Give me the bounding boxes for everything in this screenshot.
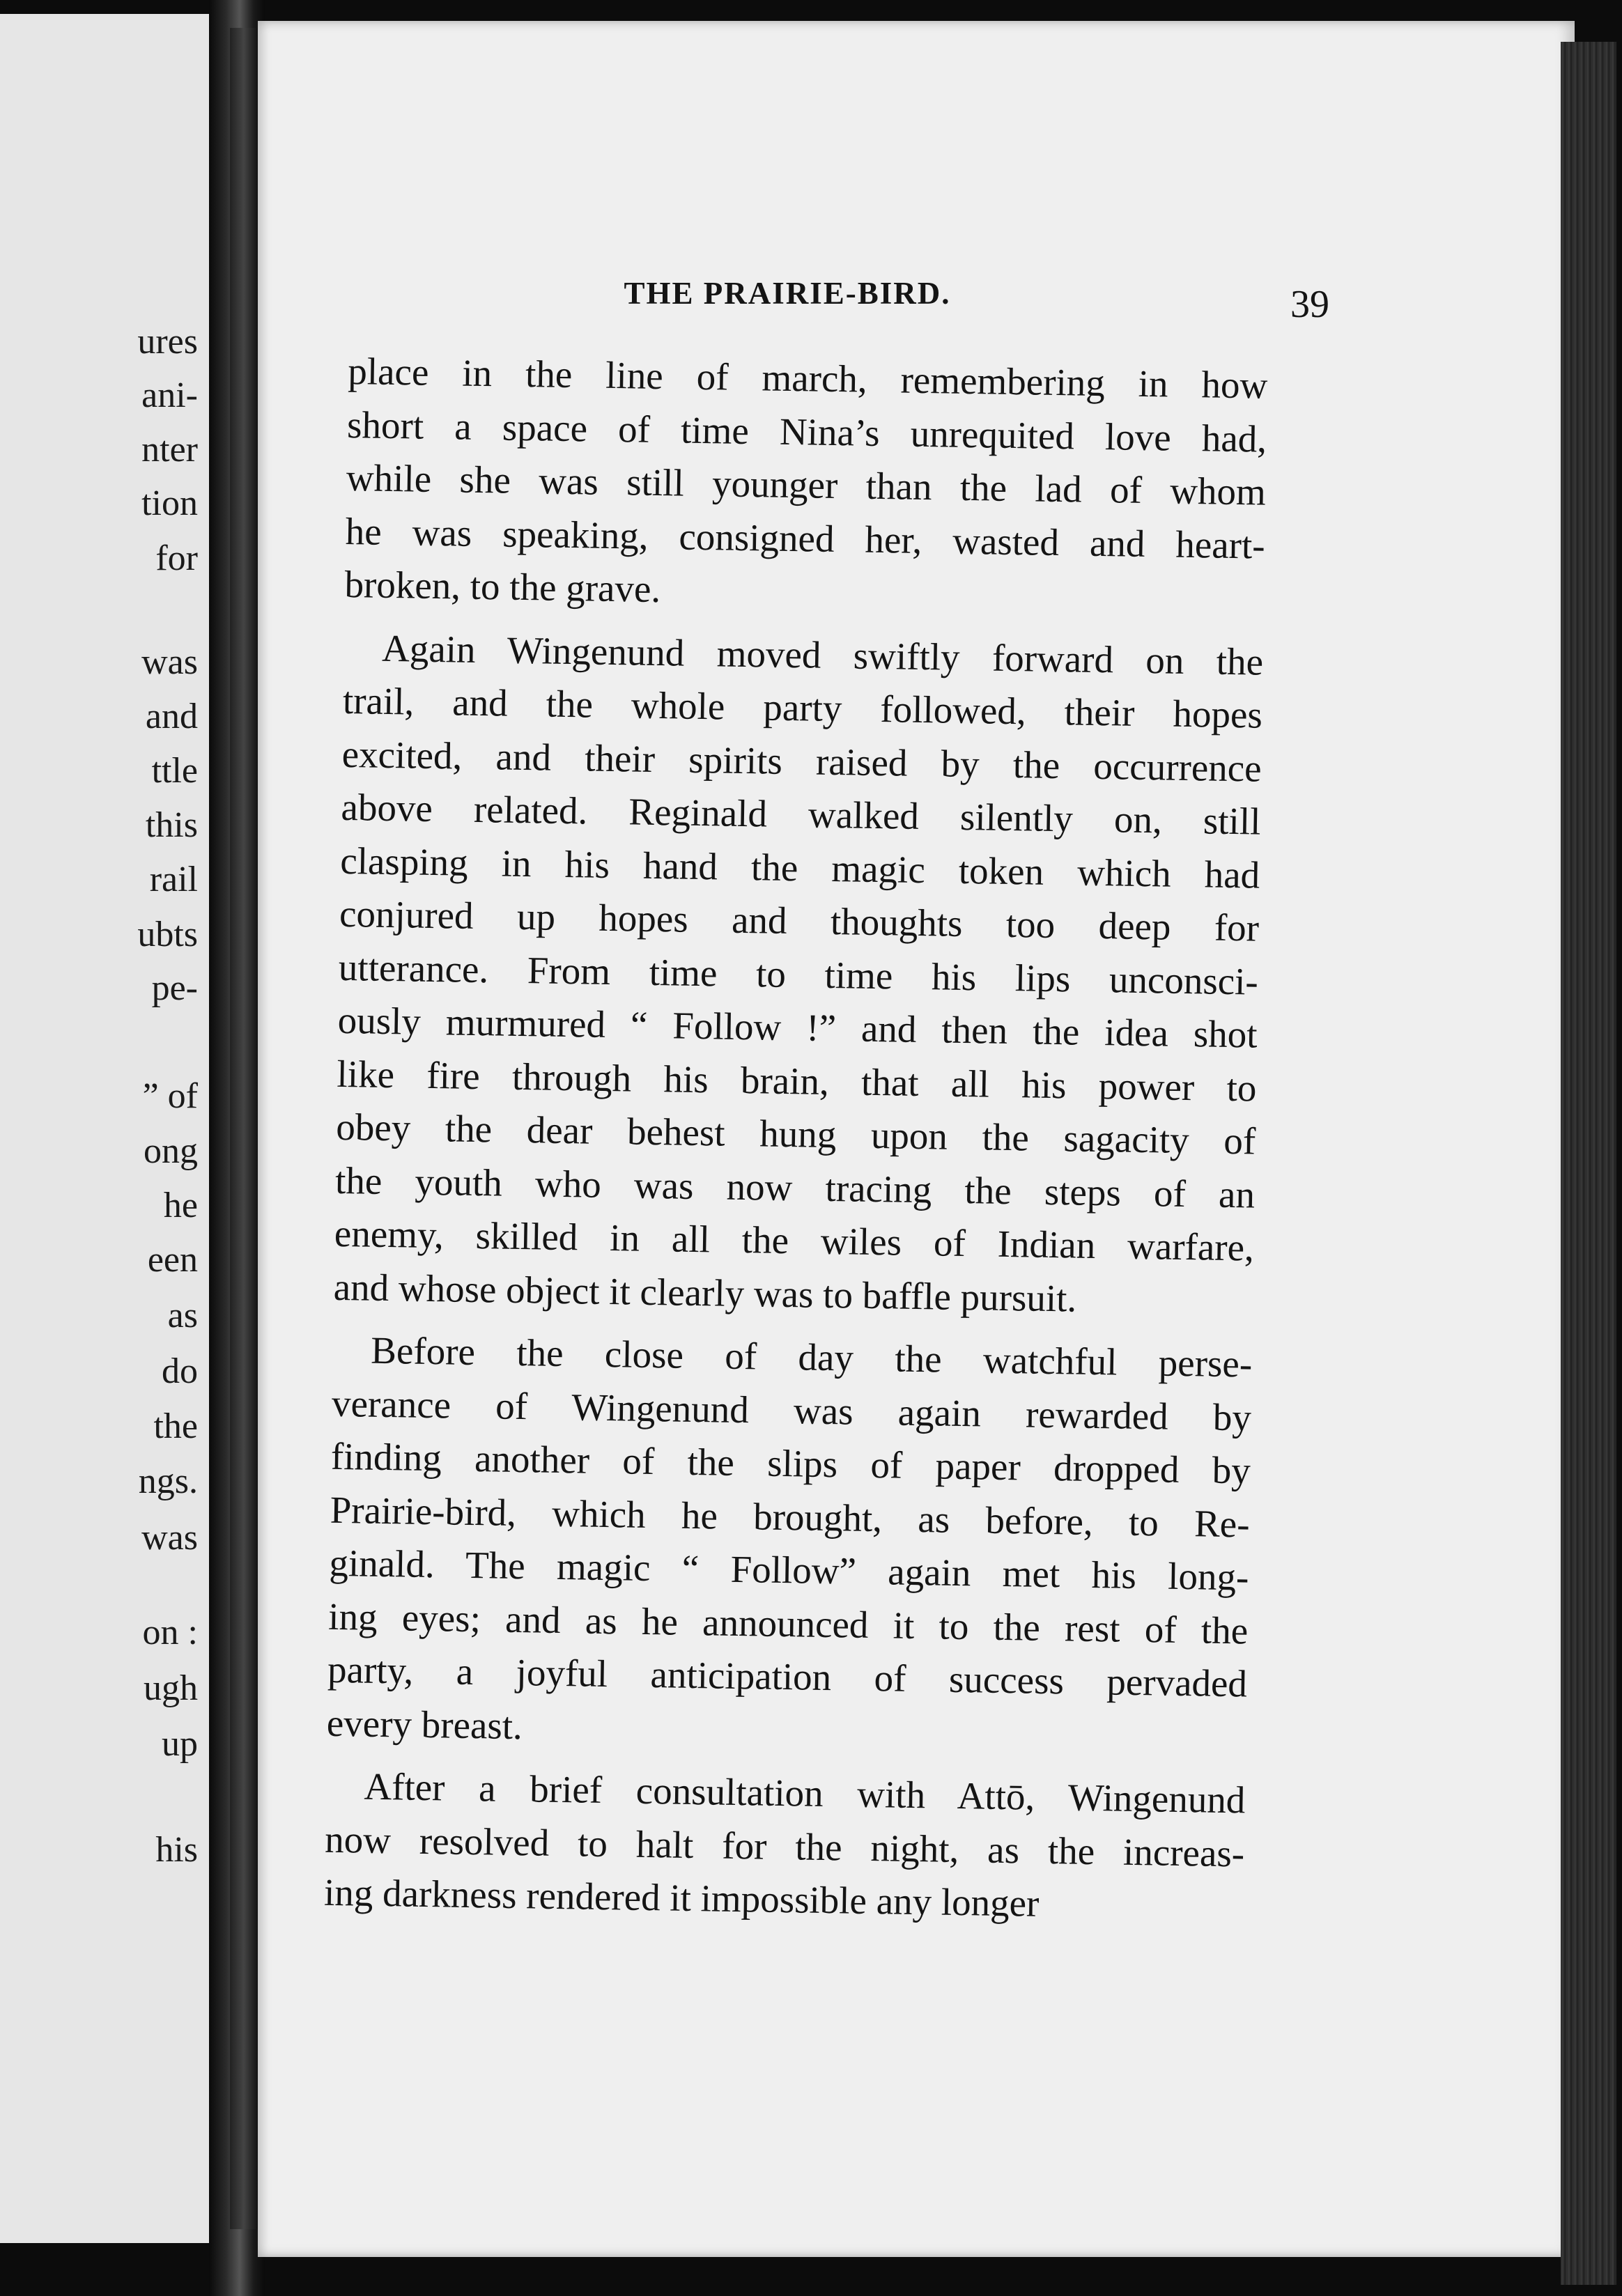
facing-page-fragment: ong xyxy=(144,1131,198,1171)
text-line: he was speaking, consigned her, wasted and heart- xyxy=(345,509,1266,567)
facing-page-fragment: ttle xyxy=(151,751,198,791)
facing-page-fragment: this xyxy=(145,805,198,845)
facing-page-fragment: up xyxy=(162,1724,198,1764)
paragraph xyxy=(323,1760,1245,1934)
text-line: conjured up hopes and thoughts too deep for xyxy=(339,892,1260,949)
paragraph xyxy=(344,345,1268,626)
paragraph xyxy=(326,1324,1252,1764)
text-line: short a space of time Nina’s unrequited love had, xyxy=(346,403,1267,460)
facing-page-fragment: nter xyxy=(141,430,198,470)
text-line: place in the line of march, remembering in how xyxy=(347,349,1268,407)
facing-page-fragment: ngs. xyxy=(138,1461,198,1501)
running-title: THE PRAIRIE-BIRD. xyxy=(624,276,951,311)
page-edges xyxy=(1561,42,1616,2285)
facing-page-fragment: his xyxy=(155,1830,198,1870)
facing-page-fragment: was xyxy=(141,642,198,682)
facing-page-fragment: ” of xyxy=(142,1076,198,1116)
text-line: and whose object it clearly was to baffle pursuit. xyxy=(333,1265,1077,1320)
facing-page-fragment: rail xyxy=(149,860,198,899)
text-line: trail, and the whole party followed, their hopes xyxy=(342,678,1263,736)
text-line: Prairie-bird, which he brought, as before, to Re- xyxy=(330,1488,1251,1546)
text-line: ing eyes; and as he announced it to the rest of the xyxy=(327,1595,1249,1652)
text-line: excited, and their spirits raised by the occurrence xyxy=(341,732,1262,790)
text-line: above related. Reginald walked silently on, still xyxy=(341,785,1261,843)
text-line: every breast. xyxy=(326,1701,523,1747)
facing-page-fragment: was xyxy=(141,1518,198,1558)
facing-page-fragment: on : xyxy=(142,1613,198,1652)
text-line: Before the close of day the watchful perse- xyxy=(370,1328,1253,1386)
paragraph xyxy=(333,621,1263,1328)
text-line: After a brief consultation with Attō, Wingenund xyxy=(364,1764,1246,1822)
facing-page-fragment: do xyxy=(162,1351,198,1391)
text-line: verance of Wingenund was again rewarded by xyxy=(331,1381,1252,1439)
text-line: now resolved to halt for the night, as the increas- xyxy=(324,1817,1245,1875)
text-line: finding another of the slips of paper dropped by xyxy=(330,1434,1251,1492)
text-line: ginald. The magic “ Follow” again met his long- xyxy=(329,1541,1249,1599)
facing-page-fragment: ugh xyxy=(144,1668,198,1708)
text-line: party, a joyful anticipation of success pervaded xyxy=(327,1647,1248,1705)
text-line: ing darkness rendered it impossible any longer xyxy=(323,1870,1040,1925)
text-line: clasping in his hand the magic token which had xyxy=(339,839,1260,897)
facing-page-fragment: and xyxy=(145,697,198,736)
facing-page-fragment: tion xyxy=(141,483,198,523)
text-line: broken, to the grave. xyxy=(344,562,661,611)
text-line: utterance. From time to time his lips unconsci- xyxy=(338,945,1259,1003)
facing-page-fragment: the xyxy=(153,1406,198,1446)
facing-page-fragment: for xyxy=(155,538,198,578)
binding-shadow xyxy=(230,28,258,2229)
text-line: while she was still younger than the lad of whom xyxy=(346,456,1267,513)
text-line: enemy, skilled in all the wiles of Indian warfare, xyxy=(334,1211,1255,1269)
facing-page-fragment: een xyxy=(147,1240,198,1280)
facing-page-fragment: as xyxy=(167,1296,198,1335)
facing-page-fragment: he xyxy=(163,1186,198,1225)
facing-page-fragment: ures xyxy=(137,322,198,362)
text-line: Again Wingenund moved swiftly forward on the xyxy=(381,626,1264,683)
facing-page-fragment: ubts xyxy=(137,915,198,954)
body-text xyxy=(323,345,1267,1934)
text-line: ously murmured “ Follow !” and then the idea shot xyxy=(337,998,1258,1056)
text-line: like fire through his brain, that all his power to xyxy=(337,1052,1257,1110)
text-line: obey the dear behest hung upon the sagacity of xyxy=(335,1105,1256,1163)
page-number: 39 xyxy=(1290,283,1329,326)
text-line: the youth who was now tracing the steps of an xyxy=(334,1158,1256,1216)
facing-page-left xyxy=(0,14,210,2243)
facing-page-fragment: pe- xyxy=(151,968,198,1008)
facing-page-fragment: ani- xyxy=(141,375,198,415)
